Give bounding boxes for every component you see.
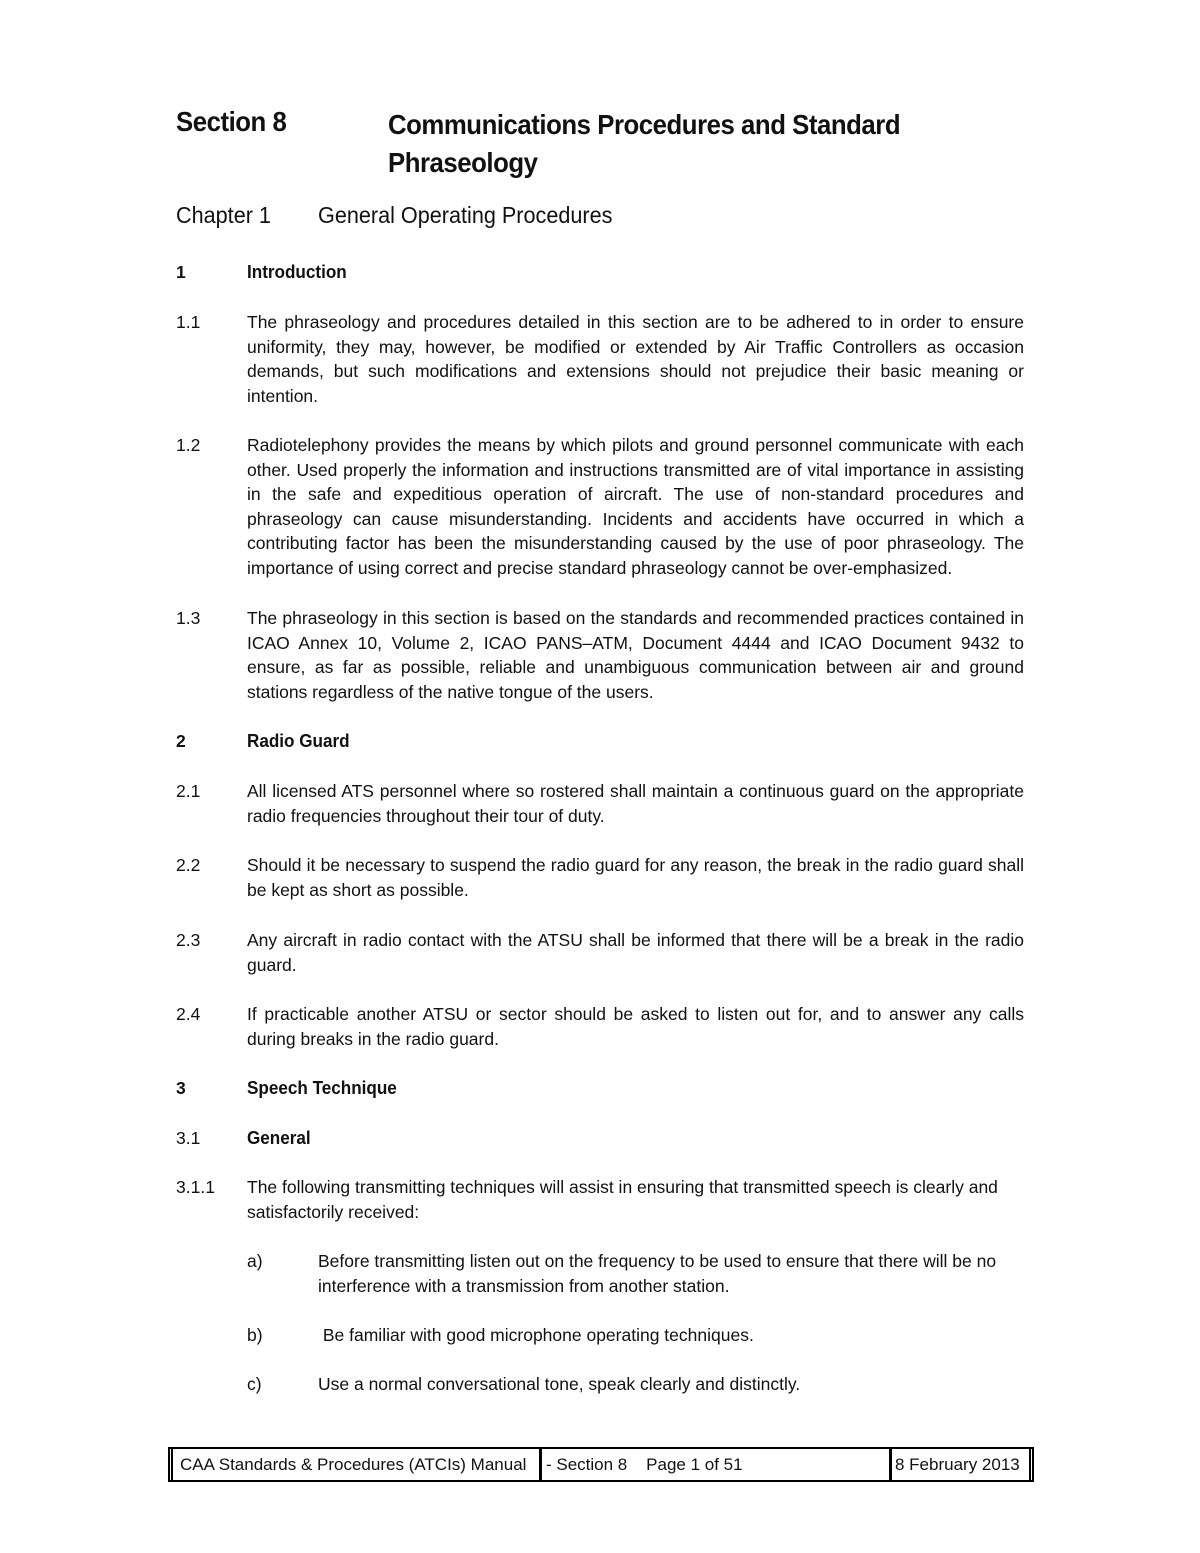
- paragraph-2-4: If practicable another ATSU or sector should be asked to listen out for, and to answer any calls during breaks in the radio guard.: [247, 1004, 1024, 1049]
- heading-introduction: Introduction: [247, 262, 347, 282]
- paragraph-number: 1.3: [176, 608, 201, 628]
- paragraph-2-3: Any aircraft in radio contact with the ATSU shall be informed that there will be a break in the radio guard.: [247, 930, 1024, 975]
- list-item: Use a normal conversational tone, speak clearly and distinctly.: [318, 1374, 801, 1394]
- paragraph-number: 2.3: [176, 930, 201, 950]
- subheading-number: 3.1: [176, 1128, 201, 1148]
- heading-number: 1: [176, 262, 186, 282]
- paragraph-number: 3.1.1: [176, 1177, 215, 1197]
- footer-bottom-rule: [168, 1480, 1034, 1482]
- list-item-label: b): [247, 1325, 263, 1345]
- heading-number: 3: [176, 1078, 186, 1098]
- chapter-title: General Operating Procedures: [318, 202, 613, 228]
- paragraph-number: 2.1: [176, 781, 201, 801]
- paragraph-number: 1.1: [176, 312, 201, 332]
- paragraph-1-3: The phraseology in this section is based on the standards and recommended practices contained in ICAO Annex 10, Volume 2, ICAO PANS–ATM, Document 4444 and ICAO Document 9432 to ensure, as far as possible, reliable and unambiguous communication between air and ground stations regardless of the native tongue of the users.: [247, 608, 1024, 702]
- list-item: Be familiar with good microphone operating techniques.: [318, 1325, 754, 1345]
- paragraph-1-2: Radiotelephony provides the means by which pilots and ground personnel communicate with each other. Used properly the information and instructions transmitted are of vital importance in assisting in the safe and expeditious operation of aircraft. The use of non-standard procedures and phraseology can cause misunderstanding. Incidents and accidents have occurred in which a contributing factor has been the misunderstanding caused by the use of poor phraseology. The importance of using correct and precise standard phraseology cannot be over-emphasized.: [247, 435, 1024, 578]
- list-item-label: a): [247, 1251, 263, 1271]
- list-item: Before transmitting listen out on the frequency to be used to ensure that there will be no interference with a transmission from another station.: [318, 1251, 997, 1296]
- list-item-label: c): [247, 1374, 262, 1394]
- chapter-label: Chapter 1: [176, 202, 271, 228]
- footer-manual-title: CAA Standards & Procedures (ATCIs) Manual: [168, 1449, 542, 1480]
- paragraph-number: 1.2: [176, 435, 201, 455]
- paragraph-2-2: Should it be necessary to suspend the radio guard for any reason, the break in the radio guard shall be kept as short as possible.: [247, 855, 1024, 900]
- footer-date: 8 February 2013: [889, 1449, 1034, 1480]
- paragraph-2-1: All licensed ATS personnel where so rostered shall maintain a continuous guard on the appropriate radio frequencies throughout their tour of duty.: [247, 781, 1024, 826]
- paragraph-number: 2.4: [176, 1004, 201, 1024]
- section-label: Section 8: [176, 106, 287, 137]
- subheading-general: General: [247, 1128, 311, 1148]
- heading-radio-guard: Radio Guard: [247, 731, 350, 751]
- section-title: Communications Procedures and Standard Phraseology: [388, 109, 901, 178]
- paragraph-1-1: The phraseology and procedures detailed in this section are to be adhered to in order to ensure uniformity, they may, however, be modified or extended by Air Traffic Controllers as occasion demands, but such modifications and extensions should not prejudice their basic meaning or intention.: [247, 312, 1024, 406]
- paragraph-3-1-1: The following transmitting techniques will assist in ensuring that transmitted speech is clearly and satisfactorily received:: [247, 1177, 998, 1222]
- footer-page-number: - Section 8 Page 1 of 51: [546, 1455, 743, 1474]
- paragraph-number: 2.2: [176, 855, 201, 875]
- heading-number: 2: [176, 731, 186, 751]
- heading-speech-technique: Speech Technique: [247, 1078, 397, 1098]
